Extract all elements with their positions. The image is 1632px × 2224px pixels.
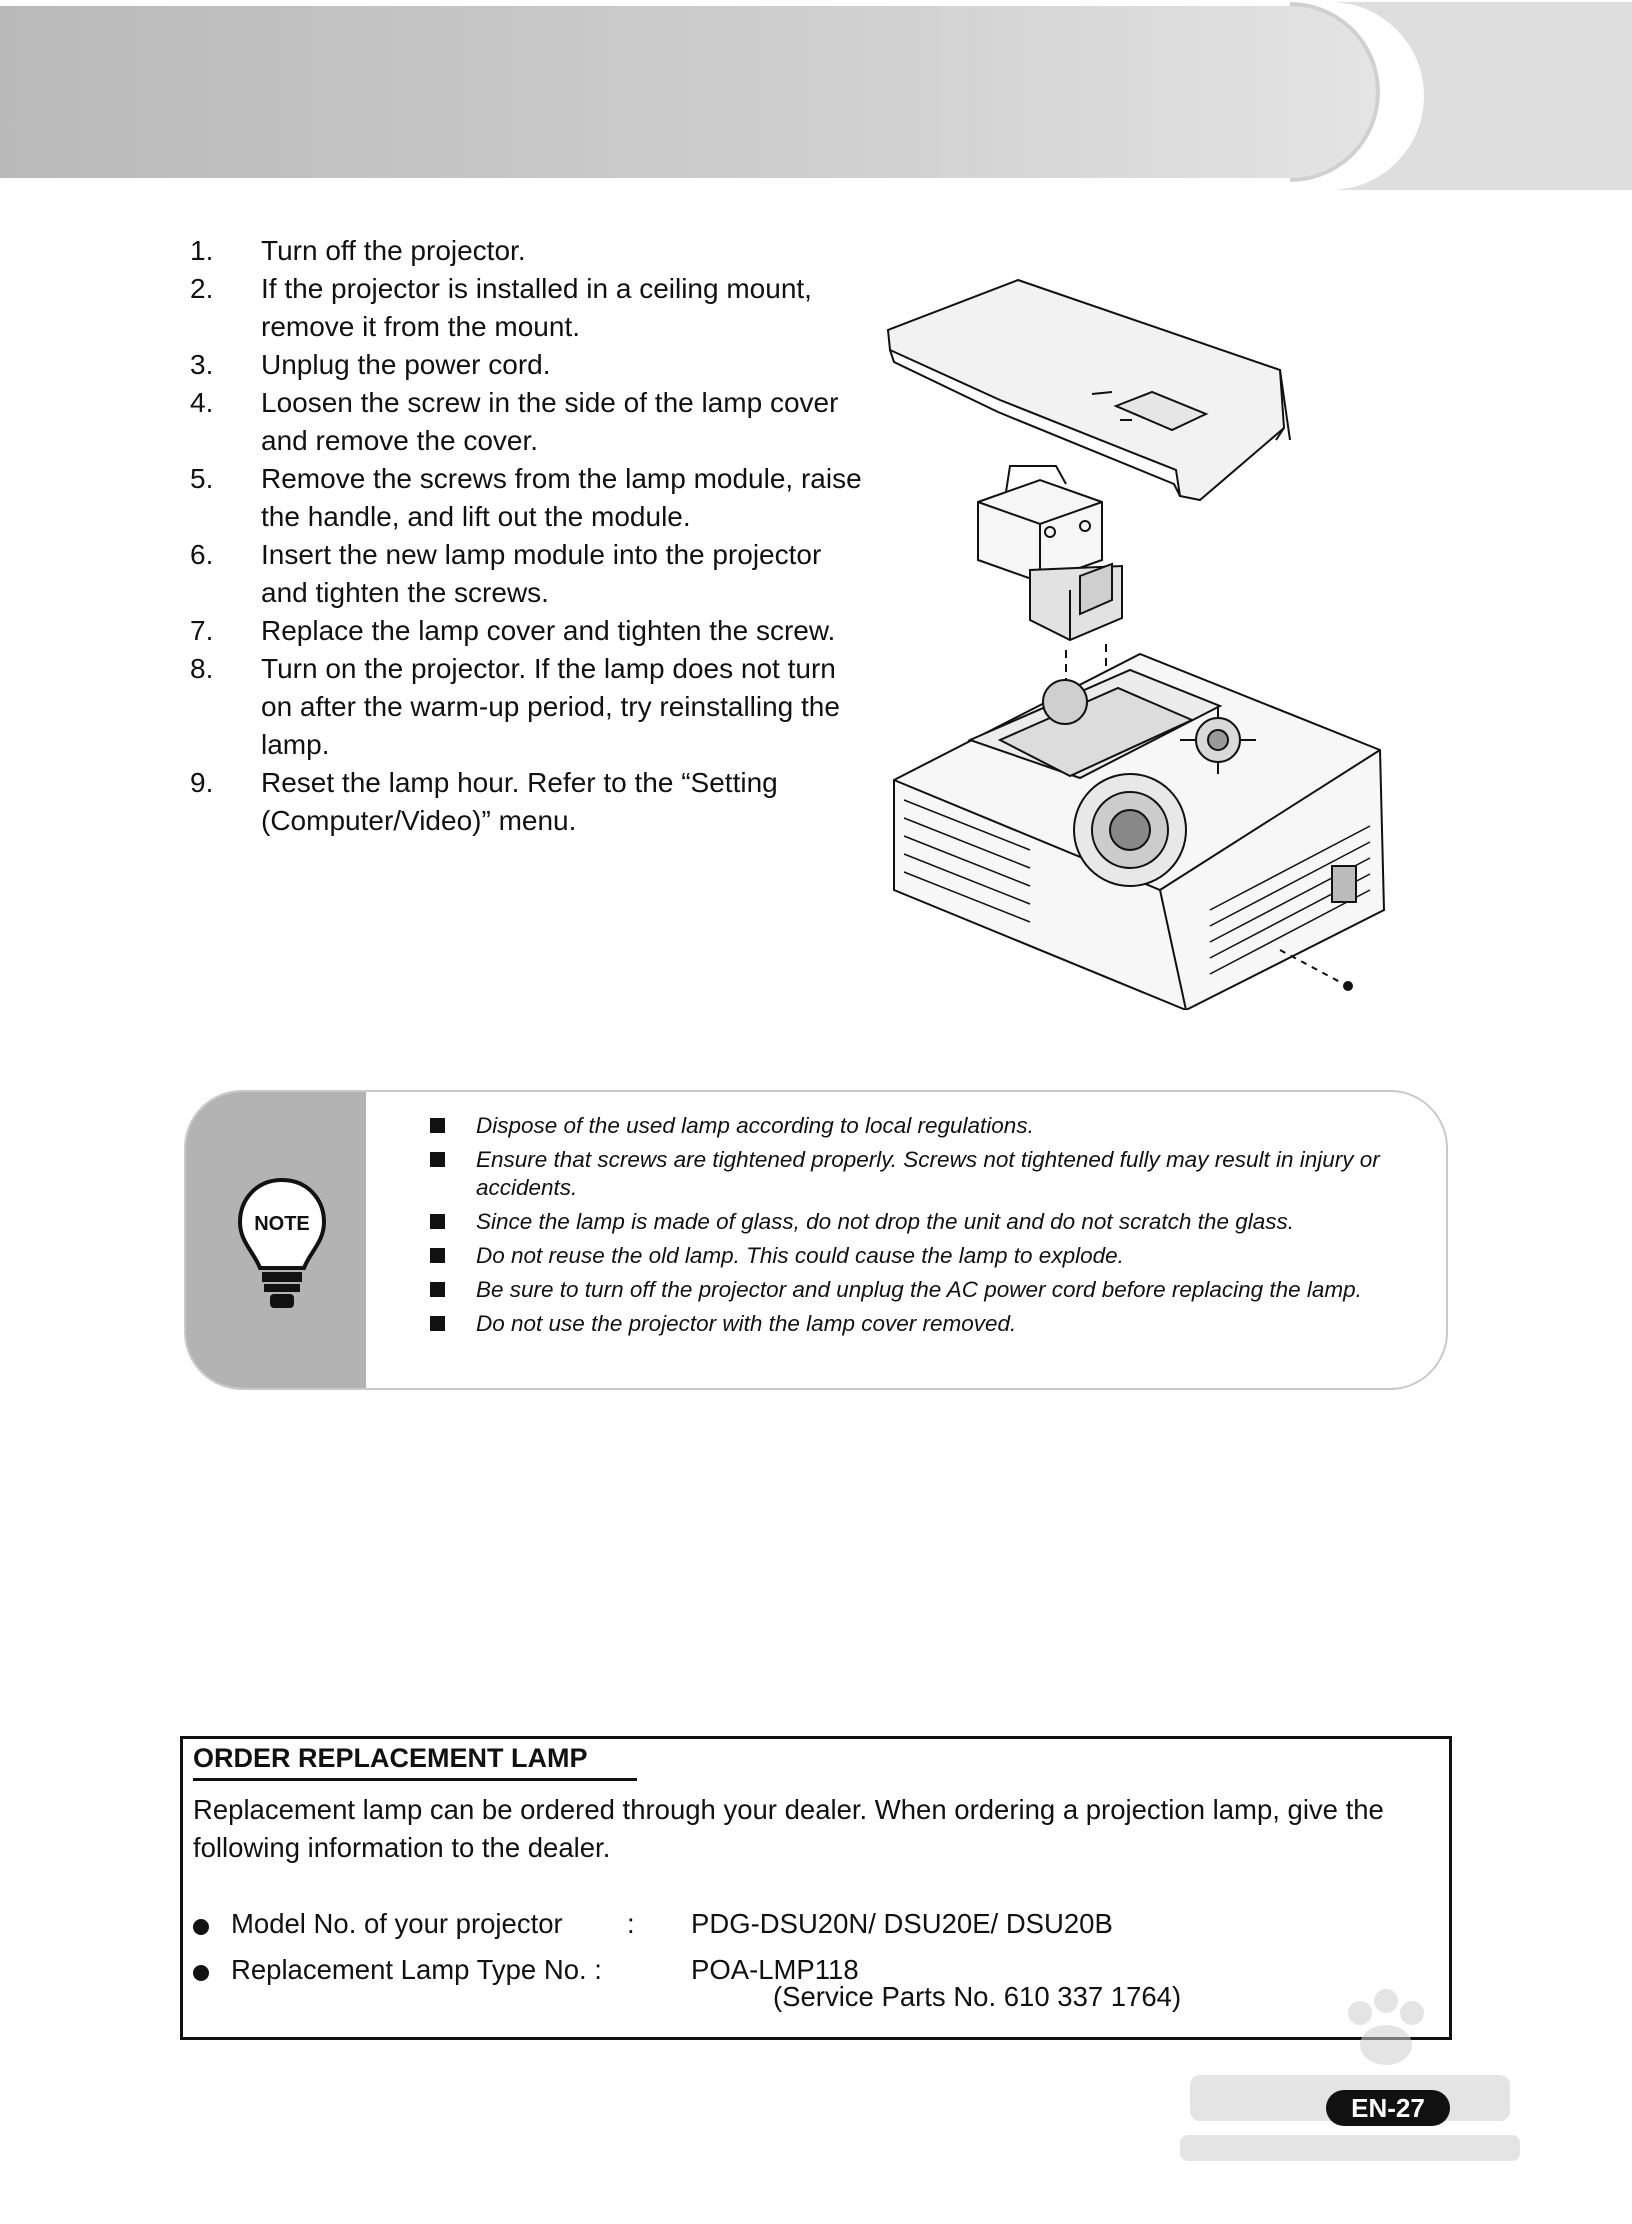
- step-number: 4.: [190, 387, 214, 418]
- step-text: If the projector is installed in a ceiling mount, remove it from the mount.: [261, 273, 812, 342]
- square-bullet-icon: [430, 1214, 445, 1229]
- note-side-panel: [186, 1092, 366, 1388]
- square-bullet-icon: [430, 1152, 445, 1167]
- step-item: [190, 650, 870, 764]
- lamp-type-label: Replacement Lamp Type No. :: [231, 1954, 602, 1985]
- note-item: [430, 1310, 1410, 1338]
- note-item-text: Do not use the projector with the lamp cover removed.: [476, 1311, 1017, 1336]
- step-item: [190, 346, 870, 384]
- page-number-badge: EN-27: [1326, 2090, 1450, 2126]
- model-number-value: PDG-DSU20N/ DSU20E/ DSU20B: [691, 1908, 1113, 1939]
- service-parts-number: (Service Parts No. 610 337 1764): [773, 1981, 1182, 2012]
- step-text: Turn off the projector.: [261, 235, 526, 266]
- lamp-cover-part: [888, 280, 1290, 500]
- step-text: Reset the lamp hour. Refer to the “Setting (Computer/Video)” menu.: [261, 767, 778, 836]
- step-number: 6.: [190, 539, 214, 570]
- note-icon-label: NOTE: [254, 1213, 310, 1235]
- paw-watermark-logo: [1150, 1975, 1550, 2175]
- order-title: ORDER REPLACEMENT LAMP: [193, 1743, 637, 1781]
- square-bullet-icon: [430, 1118, 445, 1133]
- note-list: [430, 1112, 1410, 1344]
- step-text: Loosen the screw in the side of the lamp cover and remove the cover.: [261, 387, 839, 456]
- step-number: 3.: [190, 349, 214, 380]
- step-item: [190, 536, 870, 612]
- note-box: [184, 1090, 1448, 1390]
- step-number: 2.: [190, 273, 214, 304]
- step-item: [190, 270, 870, 346]
- note-item-text: Ensure that screws are tightened properly. Screws not tightened fully may result in injury or accidents.: [476, 1147, 1380, 1200]
- note-item: [430, 1146, 1410, 1202]
- note-item-text: Dispose of the used lamp according to local regulations.: [476, 1113, 1034, 1138]
- step-number: 5.: [190, 463, 214, 494]
- step-item: [190, 384, 870, 460]
- step-item: [190, 764, 870, 840]
- note-item-text: Be sure to turn off the projector and unplug the AC power cord before replacing the lamp.: [476, 1277, 1362, 1302]
- step-number: 1.: [190, 235, 214, 266]
- step-number: 8.: [190, 653, 214, 684]
- round-bullet-icon: [193, 1965, 209, 1981]
- note-item-text: Since the lamp is made of glass, do not drop the unit and do not scratch the glass.: [476, 1209, 1294, 1234]
- header-band: [0, 0, 1632, 190]
- note-item: [430, 1112, 1410, 1140]
- note-item: [430, 1208, 1410, 1236]
- lamp-module-part: [978, 466, 1122, 640]
- lamp-replacement-steps: [190, 232, 870, 840]
- square-bullet-icon: [430, 1248, 445, 1263]
- projector-body-part: [894, 654, 1384, 1010]
- square-bullet-icon: [430, 1316, 445, 1331]
- model-number-label: Model No. of your projector: [231, 1908, 563, 1939]
- model-number-colon: :: [627, 1908, 635, 1939]
- round-bullet-icon: [193, 1919, 209, 1935]
- step-item: [190, 612, 870, 650]
- lightbulb-note-icon: [234, 1174, 330, 1314]
- step-text: Unplug the power cord.: [261, 349, 551, 380]
- step-item: [190, 232, 870, 270]
- step-number: 9.: [190, 767, 214, 798]
- step-item: [190, 460, 870, 536]
- note-item-text: Do not reuse the old lamp. This could cause the lamp to explode.: [476, 1243, 1124, 1268]
- step-text: Replace the lamp cover and tighten the screw.: [261, 615, 836, 646]
- square-bullet-icon: [430, 1282, 445, 1297]
- note-item: [430, 1242, 1410, 1270]
- step-text: Insert the new lamp module into the projector and tighten the screws.: [261, 539, 822, 608]
- step-text: Turn on the projector. If the lamp does not turn on after the warm-up period, try reinstalling the lamp.: [261, 653, 840, 760]
- step-text: Remove the screws from the lamp module, raise the handle, and lift out the module.: [261, 463, 862, 532]
- lamp-type-value: POA-LMP118: [691, 1954, 859, 1985]
- note-item: [430, 1276, 1410, 1304]
- projector-lamp-illustration: [880, 270, 1440, 1010]
- order-body-text: Replacement lamp can be ordered through your dealer. When ordering a projection lamp, give the following information to the dealer.: [193, 1794, 1384, 1863]
- step-number: 7.: [190, 615, 214, 646]
